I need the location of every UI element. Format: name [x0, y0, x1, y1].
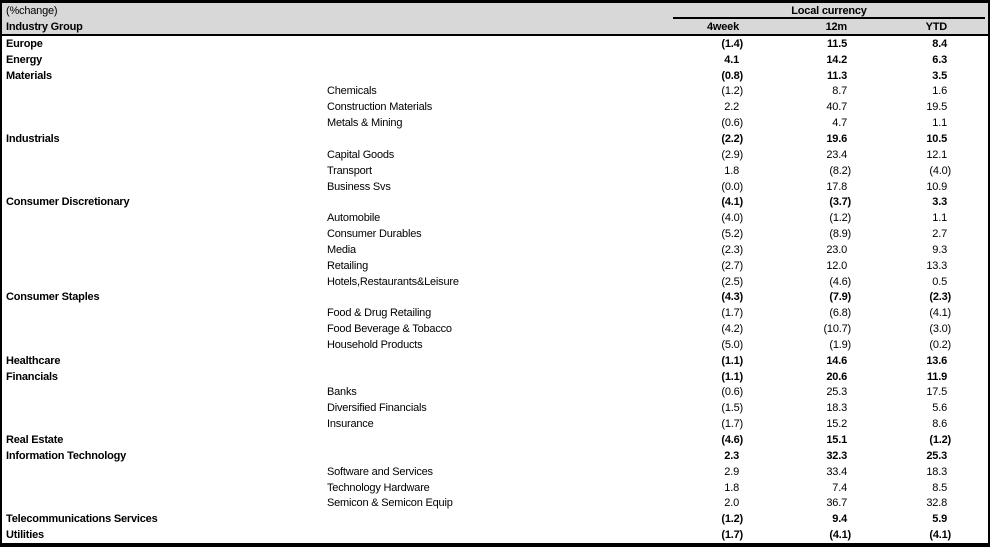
- value-cell: (1.7): [721, 307, 743, 320]
- industry-label: Metals & Mining: [327, 117, 403, 130]
- table-row: [2, 99, 988, 115]
- industry-group-label: Consumer Staples: [6, 291, 100, 304]
- value-cell: 23.0: [826, 243, 847, 256]
- value-cell: 8.7: [832, 85, 847, 98]
- value-cell: (4.1): [829, 529, 851, 542]
- local-currency-header: Local currency: [673, 4, 985, 19]
- industry-label: Banks: [327, 386, 357, 399]
- value-cell: (4.1): [929, 529, 951, 542]
- value-cell: (1.1): [721, 370, 743, 383]
- table-row: [2, 464, 988, 480]
- industry-label: Chemicals: [327, 85, 377, 98]
- value-cell: (1.9): [829, 338, 851, 351]
- value-cell: (4.6): [721, 434, 743, 447]
- table-row: [2, 369, 988, 385]
- header-row-currency: [2, 3, 988, 19]
- table-row: [2, 353, 988, 369]
- table-row: [2, 242, 988, 258]
- value-cell: (1.4): [721, 37, 743, 50]
- industry-group-label: Healthcare: [6, 354, 61, 367]
- column-header-ytd: YTD: [925, 20, 947, 33]
- industry-label: Insurance: [327, 418, 374, 431]
- value-cell: 40.7: [826, 101, 847, 114]
- value-cell: (4.1): [721, 196, 743, 209]
- value-cell: 20.6: [826, 370, 847, 383]
- table-header: [2, 3, 988, 36]
- value-cell: (4.1): [929, 307, 951, 320]
- value-cell: 7.4: [832, 481, 847, 494]
- industry-group-label: Energy: [6, 53, 43, 66]
- value-cell: 32.8: [926, 497, 947, 510]
- industry-label: Transport: [327, 164, 372, 177]
- value-cell: (0.0): [721, 180, 743, 193]
- value-cell: (2.9): [721, 148, 743, 161]
- value-cell: 25.3: [926, 449, 947, 462]
- value-cell: 18.3: [826, 402, 847, 415]
- value-cell: 5.9: [932, 513, 947, 526]
- industry-label: Hotels,Restaurants&Leisure: [327, 275, 459, 288]
- value-cell: 15.2: [826, 418, 847, 431]
- value-cell: 17.5: [926, 386, 947, 399]
- table-row: [2, 258, 988, 274]
- industry-group-label: Information Technology: [6, 449, 127, 462]
- value-cell: 4.7: [832, 117, 847, 130]
- industry-label: Capital Goods: [327, 148, 395, 161]
- table-body: [2, 36, 988, 543]
- value-cell: (3.7): [829, 196, 851, 209]
- table-row: [2, 432, 988, 448]
- industry-label: Automobile: [327, 212, 381, 225]
- industry-label: Household Products: [327, 338, 423, 351]
- value-cell: 23.4: [826, 148, 847, 161]
- header-row-columns: [2, 19, 988, 34]
- value-cell: 11.9: [926, 370, 947, 383]
- value-cell: 1.6: [932, 85, 947, 98]
- value-cell: (0.6): [721, 117, 743, 130]
- value-cell: (7.9): [829, 291, 851, 304]
- table-row: [2, 416, 988, 432]
- industry-group-column-header: Industry Group: [6, 20, 83, 33]
- industry-group-label: Europe: [6, 37, 43, 50]
- value-cell: (0.2): [929, 338, 951, 351]
- value-cell: 1.1: [932, 212, 947, 225]
- value-cell: (2.2): [721, 132, 743, 145]
- value-cell: (1.2): [721, 85, 743, 98]
- value-cell: 2.0: [724, 497, 739, 510]
- industry-label: Semicon & Semicon Equip: [327, 497, 453, 510]
- value-cell: 36.7: [826, 497, 847, 510]
- value-cell: 2.7: [932, 228, 947, 241]
- industry-group-label: Real Estate: [6, 434, 64, 447]
- value-cell: 33.4: [826, 465, 847, 478]
- table-row: [2, 400, 988, 416]
- value-cell: (8.2): [829, 164, 851, 177]
- value-cell: (3.0): [929, 323, 951, 336]
- value-cell: 32.3: [826, 449, 847, 462]
- industry-group-label: Utilities: [6, 529, 44, 542]
- table-row: [2, 274, 988, 290]
- industry-label: Software and Services: [327, 465, 433, 478]
- value-cell: 1.8: [724, 164, 739, 177]
- value-cell: (1.2): [721, 513, 743, 526]
- table-row: [2, 115, 988, 131]
- value-cell: 2.2: [724, 101, 739, 114]
- table-row: [2, 52, 988, 68]
- value-cell: (4.0): [929, 164, 951, 177]
- value-cell: 14.6: [826, 354, 847, 367]
- table-row: [2, 337, 988, 353]
- industry-label: Technology Hardware: [327, 481, 430, 494]
- industry-label: Media: [327, 243, 356, 256]
- value-cell: (0.8): [721, 69, 743, 82]
- value-cell: (1.2): [929, 434, 951, 447]
- value-cell: (1.1): [721, 354, 743, 367]
- industry-label: Construction Materials: [327, 101, 433, 114]
- table-row: [2, 495, 988, 511]
- industry-group-label: Consumer Discretionary: [6, 196, 130, 209]
- value-cell: 12.1: [926, 148, 947, 161]
- value-cell: 14.2: [826, 53, 847, 66]
- table-row: [2, 226, 988, 242]
- table-row: [2, 448, 988, 464]
- value-cell: 19.6: [826, 132, 847, 145]
- value-cell: (2.5): [721, 275, 743, 288]
- table-row: [2, 131, 988, 147]
- value-cell: 1.1: [932, 117, 947, 130]
- industry-label: Consumer Durables: [327, 228, 422, 241]
- value-cell: 1.8: [724, 481, 739, 494]
- value-cell: (1.2): [829, 212, 851, 225]
- value-cell: 2.3: [724, 449, 739, 462]
- value-cell: 8.4: [932, 37, 947, 50]
- value-cell: (8.9): [829, 228, 851, 241]
- industry-label: Diversified Financials: [327, 402, 427, 415]
- percent-change-label: (%change): [6, 5, 58, 17]
- value-cell: 18.3: [926, 465, 947, 478]
- value-cell: 9.4: [832, 513, 847, 526]
- table-row: [2, 210, 988, 226]
- value-cell: 12.0: [826, 259, 847, 272]
- column-header-4week: 4week: [706, 20, 739, 33]
- value-cell: (10.7): [823, 323, 851, 336]
- table-row: [2, 480, 988, 496]
- value-cell: 13.3: [926, 259, 947, 272]
- value-cell: (4.3): [721, 291, 743, 304]
- value-cell: (2.3): [721, 243, 743, 256]
- industry-group-label: Materials: [6, 69, 52, 82]
- value-cell: (1.7): [721, 418, 743, 431]
- value-cell: 11.3: [826, 69, 847, 82]
- table-row: [2, 290, 988, 306]
- value-cell: (5.2): [721, 228, 743, 241]
- value-cell: 13.6: [926, 354, 947, 367]
- table-row: [2, 321, 988, 337]
- value-cell: 9.3: [932, 243, 947, 256]
- value-cell: (0.6): [721, 386, 743, 399]
- value-cell: 2.9: [724, 465, 739, 478]
- value-cell: 0.5: [932, 275, 947, 288]
- value-cell: (5.0): [721, 338, 743, 351]
- industry-group-label: Financials: [6, 370, 58, 383]
- value-cell: (2.3): [929, 291, 951, 304]
- column-header-12m: 12m: [825, 20, 847, 33]
- industry-group-label: Industrials: [6, 132, 60, 145]
- industry-label: Retailing: [327, 259, 369, 272]
- value-cell: 11.5: [826, 37, 847, 50]
- value-cell: (4.2): [721, 323, 743, 336]
- table-row: [2, 147, 988, 163]
- value-cell: 6.3: [932, 53, 947, 66]
- table-row: [2, 527, 988, 543]
- industry-label: Business Svs: [327, 180, 391, 193]
- value-cell: (1.7): [721, 529, 743, 542]
- table-row: [2, 305, 988, 321]
- table-row: [2, 68, 988, 84]
- value-cell: 25.3: [826, 386, 847, 399]
- value-cell: 3.5: [932, 69, 947, 82]
- value-cell: (2.7): [721, 259, 743, 272]
- table-row: [2, 511, 988, 527]
- table-row: [2, 84, 988, 100]
- value-cell: 10.9: [926, 180, 947, 193]
- table-row: [2, 179, 988, 195]
- value-cell: (1.5): [721, 402, 743, 415]
- industry-label: Food Beverage & Tobacco: [327, 323, 452, 336]
- value-cell: 15.1: [826, 434, 847, 447]
- table-row: [2, 163, 988, 179]
- value-cell: 3.3: [932, 196, 947, 209]
- value-cell: 8.6: [932, 418, 947, 431]
- value-cell: 5.6: [932, 402, 947, 415]
- value-cell: (6.8): [829, 307, 851, 320]
- value-cell: 8.5: [932, 481, 947, 494]
- value-cell: 10.5: [926, 132, 947, 145]
- industry-group-label: Telecommunications Services: [6, 513, 158, 526]
- table-row: [2, 36, 988, 52]
- table-row: [2, 385, 988, 401]
- value-cell: 17.8: [826, 180, 847, 193]
- industry-label: Food & Drug Retailing: [327, 307, 432, 320]
- value-cell: (4.0): [721, 212, 743, 225]
- value-cell: 4.1: [724, 53, 739, 66]
- table-row: [2, 194, 988, 210]
- value-cell: (4.6): [829, 275, 851, 288]
- value-cell: 19.5: [926, 101, 947, 114]
